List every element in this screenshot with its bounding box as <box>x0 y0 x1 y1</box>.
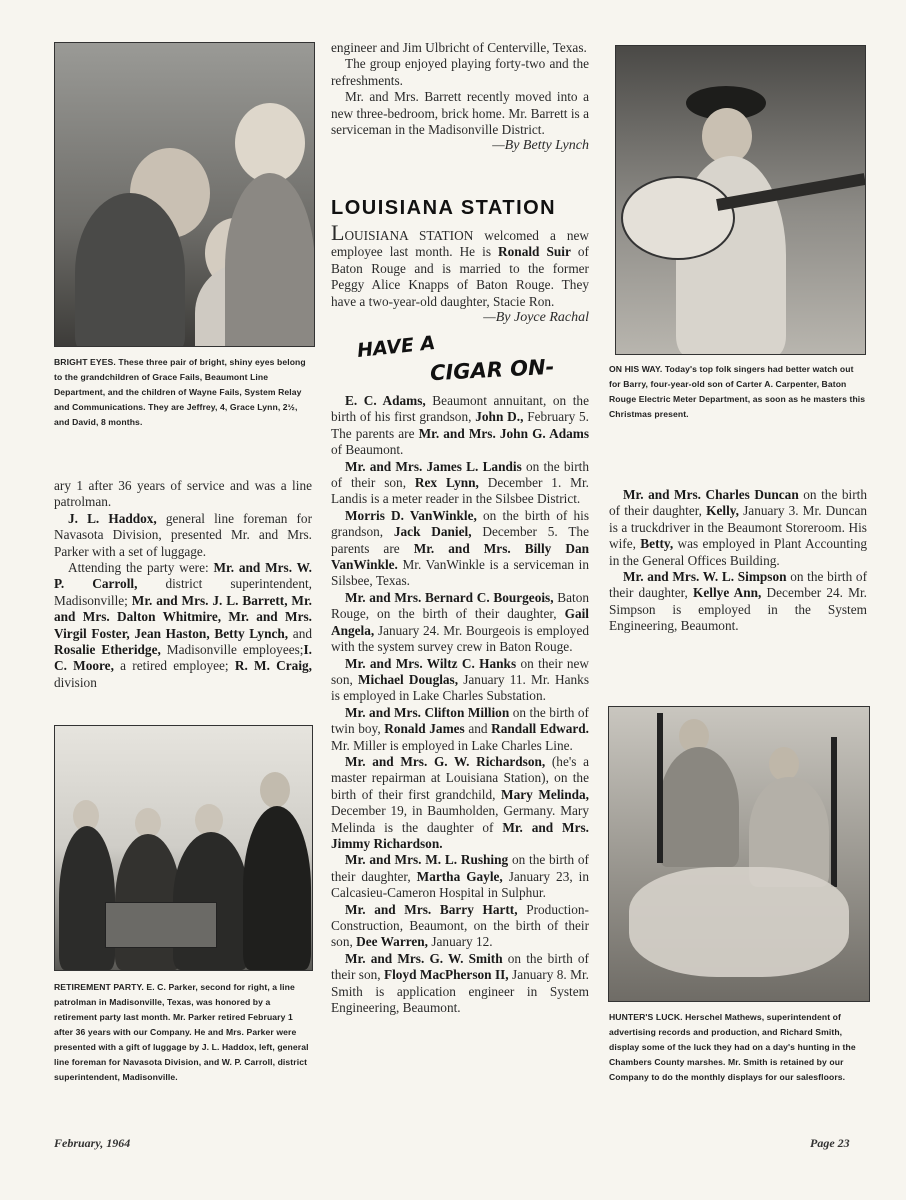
person-name: I. C. Moore, <box>54 642 312 674</box>
text: December 24. Mr. Simpson is employed in the System Engineering, Beaumont. <box>609 585 867 634</box>
child-name: Randall Edward. <box>491 721 589 737</box>
child-name: Martha Gayle, <box>416 868 503 884</box>
paragraph <box>54 478 312 511</box>
text: January 11. Mr. Hanks is employed in Lake Charles Substation. <box>331 671 590 704</box>
text: on the birth of twin boy, <box>331 704 589 737</box>
caption-lead: BRIGHT EYES. <box>54 357 116 367</box>
child-name: Ronald James <box>384 721 465 737</box>
text: Production-Construction, Beaumont, on the birth of their son, <box>331 901 589 950</box>
text: district superintendent, Madisonville; <box>54 576 312 608</box>
text: on the birth of their son, <box>331 950 589 983</box>
text: was employed in Plant Accounting in the General Offices Building. <box>609 536 867 568</box>
text: Mr. and Mrs. Barrett recently moved into a new three-bedroom, brick home. Mr. Barrett is a serviceman in the Madisonville District. <box>331 89 589 138</box>
text: on the birth of their daughter, <box>609 487 867 519</box>
text: division <box>54 674 97 690</box>
birth-announcements <box>331 393 589 1016</box>
person-name: Mr. and Mrs. Bernard C. Bourgeois, <box>345 589 554 605</box>
text: general line foreman for Navasota Division, presented Mr. and Mrs. Parker with a set of luggage. <box>54 510 313 559</box>
text: (he's a master repairman at Louisiana Station), on the birth of their first grandchild, <box>331 753 589 802</box>
caption-bright-eyes <box>54 355 312 430</box>
text: January 3. Mr. Duncan is a truckdriver in the Beaumont Storeroom. His wife, <box>609 503 867 552</box>
text: December 1. Mr. Landis is a meter reader in the Silsbee District. <box>331 475 589 507</box>
paragraph <box>331 40 589 56</box>
text: Mr. Miller is employed in Lake Charles Line. <box>331 737 573 753</box>
photo-on-his-way <box>615 45 866 355</box>
announcement <box>331 459 589 508</box>
text: January 8. Mr. Smith is application engineer in System Engineering, Beaumont. <box>331 967 590 1016</box>
caption-on-his-way <box>609 362 867 422</box>
person-name: Rosalie Etheridge, <box>54 642 161 658</box>
text: December 5. The parents are <box>331 524 589 556</box>
announcement <box>331 951 589 1017</box>
text: of Beaumont. <box>331 442 404 458</box>
text: on the birth of their daughter, <box>331 852 589 884</box>
caption-lead: HUNTER'S LUCK. <box>609 1012 683 1022</box>
text: January 12. <box>428 934 493 950</box>
announcement <box>331 754 589 852</box>
text: February 5. The parents are <box>331 409 589 441</box>
text: Baton Rouge, on the birth of their daughter, <box>331 589 589 622</box>
photo-retirement-party <box>54 725 313 971</box>
text: on their new son, <box>331 655 589 687</box>
caption-lead: ON HIS WAY. <box>609 364 663 374</box>
child-name: Jack Daniel, <box>393 524 472 540</box>
caption-text: E. C. Parker, second for right, a line patrolman in Madisonville, Texas, was honored by a retirement party last month. Mr. Parker retired February 1 after 36 years with our Company. He and Mrs. Parker were presented with a gift of luggage by J. L. Haddox, left, general line foreman for Navasota Division, and W. P. Carroll, district superintendent, Madisonville. <box>54 982 309 1082</box>
byline: —By Joyce Rachal <box>483 310 589 326</box>
child-name: Gail Angela, <box>331 606 589 638</box>
person-name: Mr. and Mrs. G. W. Smith <box>345 950 503 966</box>
text: and <box>464 721 492 737</box>
text: and <box>288 625 312 641</box>
person-name: Mr. and Mrs. M. L. Rushing <box>345 852 509 868</box>
column-1-text <box>54 478 312 691</box>
text: Attending the party were: <box>68 560 214 576</box>
caption-hunters-luck <box>609 1010 867 1085</box>
text: OUISIANA STATION welcomed a new employee last month. He is <box>331 228 589 260</box>
person-name: Mr. and Mrs. James L. Landis <box>345 458 522 474</box>
child-name: John D., <box>475 409 524 425</box>
child-name: Dee Warren, <box>356 934 429 950</box>
person-name: Betty, <box>640 536 674 552</box>
person-name: Mr. and Mrs. W. P. Carroll, <box>54 560 312 592</box>
person-name: Mr. and Mrs. Barry Hartt, <box>345 901 518 917</box>
child-name: Mary Melinda, <box>501 786 589 802</box>
page-number: Page 23 <box>810 1136 850 1150</box>
text: Mr. VanWinkle is a serviceman in Silsbee, Texas. <box>331 557 589 589</box>
paragraph <box>54 511 312 560</box>
person-name: Ronald Suir <box>498 244 571 260</box>
person-name: Mr. and Mrs. Charles Duncan <box>623 487 799 502</box>
caption-lead: RETIREMENT PARTY. <box>54 982 144 992</box>
person-name: Mr. and Mrs. Clifton Million <box>345 704 510 720</box>
cigar-heading-line2: CIGAR ON- <box>429 354 555 386</box>
text: on the birth of his grandson, <box>331 507 590 540</box>
column-2-top-text <box>331 40 589 155</box>
person-name: Mr. and Mrs. Wiltz C. Hanks <box>345 655 517 671</box>
announcement <box>331 590 589 656</box>
paragraph <box>331 56 589 89</box>
text: on the birth of their daughter, <box>609 569 867 601</box>
person-name: Mr. and Mrs. W. L. Simpson <box>623 569 787 585</box>
caption-retirement-party <box>54 980 312 1085</box>
caption-text: Herschel Mathews, superintendent of advertising records and production, and Richard Smith, display some of the luck they had on a day's hunting in the Chambers County marshes. Mr. Smith is retained by our Company to do the monthly displays for our salesfloors. <box>609 1012 856 1082</box>
byline: —By Betty Lynch <box>492 138 589 154</box>
child-name: Kelly, <box>706 503 739 519</box>
announcement <box>331 705 589 754</box>
column-3-text <box>609 487 867 635</box>
person-name: Mr. and Mrs. Jimmy Richardson. <box>331 819 589 851</box>
text: Madisonville employees; <box>160 642 304 658</box>
text: The group enjoyed playing forty-two and the refreshments. <box>331 56 589 88</box>
text: ary 1 after 36 years of service and was a line patrolman. <box>54 478 312 510</box>
louisiana-station-text <box>331 220 589 326</box>
announcement <box>331 852 589 901</box>
person-name: Mr. and Mrs. J. L. Barrett, Mr. and Mrs. Dalton Whitmire, Mr. and Mrs. Virgil Foster, Jean Haston, Betty Lynch, <box>54 592 312 641</box>
announcement <box>609 569 867 635</box>
photo-hunters-luck <box>608 706 870 1002</box>
person-name: Mr. and Mrs. Billy Dan VanWinkle. <box>331 540 589 573</box>
announcement <box>331 393 589 459</box>
caption-text: Today's top folk singers had better watch out for Barry, four-year-old son of Carter A. Carpenter, Baton Rouge Electric Meter Department, as soon as he masters this Christmas present. <box>609 364 866 419</box>
text: January 24. Mr. Bourgeois is employed with the system survey crew in Baton Rouge. <box>331 622 589 655</box>
drop-cap: L <box>331 220 345 245</box>
paragraph <box>331 220 589 310</box>
text: of Baton Rouge and is married to the former Peggy Alice Knapps of Baton Rouge. They have a two-year-old daughter, Stacie Ron. <box>331 244 589 309</box>
person-name: Morris D. VanWinkle, <box>345 507 477 523</box>
photo-bright-eyes <box>54 42 315 347</box>
text: January 23, in Calcasieu-Cameron Hospital in Sulphur. <box>331 868 589 901</box>
person-name: Mr. and Mrs. G. W. Richardson, <box>345 753 546 769</box>
announcement <box>331 902 589 951</box>
announcement <box>331 508 589 590</box>
paragraph <box>331 89 589 138</box>
text: a retired employee; <box>113 658 235 674</box>
text: Beaumont annuitant, on the birth of his first grandson, <box>331 393 589 425</box>
footer-date: February, 1964 <box>54 1136 131 1150</box>
person-name: J. L. Haddox, <box>68 510 157 526</box>
child-name: Kellye Ann, <box>693 585 762 601</box>
paragraph <box>54 560 312 691</box>
announcement <box>609 487 867 569</box>
text: on the birth of their son, <box>331 458 589 491</box>
person-name: R. M. Craig, <box>234 658 312 674</box>
text: engineer and Jim Ulbricht of Centerville, Texas. <box>331 40 587 55</box>
section-heading: LOUISIANA STATION <box>331 197 557 219</box>
person-name: E. C. Adams, <box>345 393 426 408</box>
cigar-heading-line1: HAVE A <box>356 331 437 363</box>
child-name: Floyd MacPherson II, <box>383 967 509 983</box>
child-name: Rex Lynn, <box>414 475 479 491</box>
person-name: Mr. and Mrs. John G. Adams <box>418 425 590 441</box>
text: December 19, in Baumholden, Germany. Mary Melinda is the daughter of <box>331 803 589 835</box>
child-name: Michael Douglas, <box>357 671 459 687</box>
caption-text: These three pair of bright, shiny eyes belong to the grandchildren of Grace Fails, Beaumont Line Department, and the children of Wayne Fails, System Relay and Communications. They are Jeffrey, 4, Grace Lynn, 2½, and David, 8 months. <box>54 357 306 427</box>
announcement <box>331 656 589 705</box>
